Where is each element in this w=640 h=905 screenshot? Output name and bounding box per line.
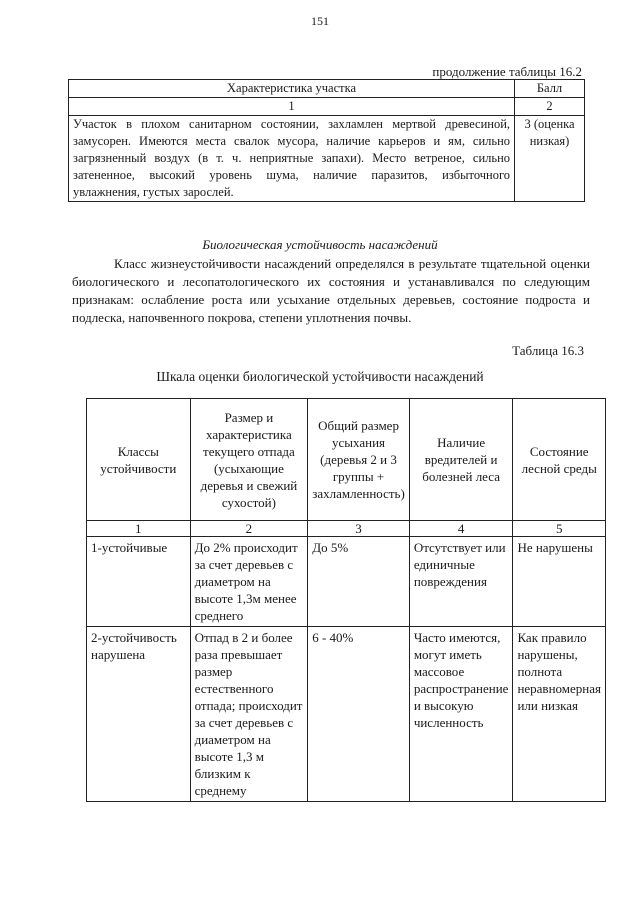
current-dieback-cell: Отпад в 2 и более раза превышает размер естественного отпада; происходит за счет деревьев с диаметром на высоте 1,3 м близким к среднему: [190, 627, 308, 802]
class-cell: 2-устойчивость нарушена: [87, 627, 191, 802]
column-number: 5: [513, 521, 606, 537]
total-dieback-cell: До 5%: [308, 537, 410, 627]
pests-cell: Отсутствует или единичные повреждения: [409, 537, 513, 627]
table-continuation-label: продолжение таблицы 16.2: [432, 64, 582, 79]
table-number: Таблица 16.3: [512, 343, 584, 358]
page-number: 151: [311, 14, 329, 28]
body-paragraph: [72, 255, 590, 327]
column-number: 2: [515, 98, 585, 116]
column-number: 1: [87, 521, 191, 537]
header-forest-environment: Состояние лесной среды: [513, 399, 606, 521]
section-title: Биологическая устойчивость насаждений: [202, 237, 438, 252]
column-number: 3: [308, 521, 410, 537]
class-cell: 1-устойчивые: [87, 537, 191, 627]
header-total-dieback: Общий размер усыхания (деревья 2 и 3 группы + захламленность): [308, 399, 410, 521]
column-number-row: [69, 98, 585, 116]
table-row: [69, 116, 585, 202]
current-dieback-cell: До 2% происходит за счет деревьев с диаметром на высоте 1,3м менее среднего: [190, 537, 308, 627]
pests-cell: Часто имеются, могут иметь массовое распространение и высокую численность: [409, 627, 513, 802]
column-number-row: [87, 521, 606, 537]
header-site-characteristic: Характеристика участка: [69, 80, 515, 98]
table-16-3: [86, 398, 606, 802]
paragraph-text: Класс жизнеустойчивости насаждений определялся в результате тщательной оценки биологического и лесопатологического их состояния и устанавливался по следующим признакам: ослабление роста или усыхание отдельных деревьев, состояние подроста и подлеска, напочвенного покрова, степени уплотнения почвы.: [72, 256, 590, 325]
table-16-2-continuation: [68, 79, 585, 202]
table-header-row: [69, 80, 585, 98]
score-cell: 3 (оценка низкая): [515, 116, 585, 202]
header-pests-diseases: Наличие вредителей и болезней леса: [409, 399, 513, 521]
table-header-row: [87, 399, 606, 521]
total-dieback-cell: 6 - 40%: [308, 627, 410, 802]
column-number: 1: [69, 98, 515, 116]
column-number: 2: [190, 521, 308, 537]
header-stability-class: Классы устойчивости: [87, 399, 191, 521]
table-row: [87, 537, 606, 627]
environment-cell: Не нарушены: [513, 537, 606, 627]
environment-cell: Как правило нарушены, полнота неравномерная или низкая: [513, 627, 606, 802]
column-number: 4: [409, 521, 513, 537]
site-description-cell: Участок в плохом санитарном состоянии, захламлен мертвой древесиной, замусорен. Имеются места свалок мусора, наличие карьеров и ям, сильно загрязненный воздух (в т. ч. неприятные запахи). Место ветреное, сильно затененное, высокий уровень шума, наличие паразитов, избыточного увлажнения, густых зарослей.: [69, 116, 515, 202]
table-row: [87, 627, 606, 802]
header-current-dieback: Размер и характеристика текущего отпада (усыхающие деревья и свежий сухостой): [190, 399, 308, 521]
table-title: Шкала оценки биологической устойчивости насаждений: [156, 369, 484, 384]
header-score: Балл: [515, 80, 585, 98]
